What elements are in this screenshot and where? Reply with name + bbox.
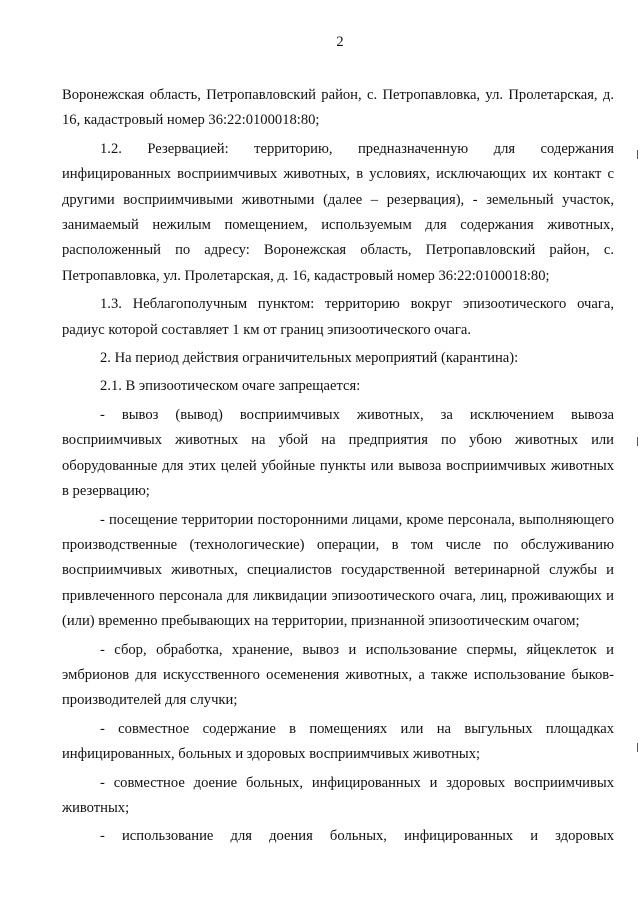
paragraph-2-1-prohibited: 2.1. В эпизоотическом очаге запрещается: [100, 378, 361, 395]
paragraph-2-quarantine-period: 2. На период действия ограничительных мероприятий (карантина): [100, 350, 519, 367]
margin-mark [637, 437, 638, 446]
paragraph-1-2-reservation: 1.2. Резервацией: территорию, предназначенную для содержания инфицированных восприимчивых животных, в условиях, исключающих их контакт с другими восприимчивыми животными (далее – резервация), - земельный участок, занимаемый нежилым помещением, используемым для содержания животных, расположенный по адресу: Воронежская область, Петропавловский район, с. Петропавловка, ул. Пролетарская, д. 16, кадастровый номер 36:22:0100018:80; [62, 140, 614, 284]
list-item-joint-keeping: - совместное содержание в помещениях или на выгульных площадках инфицированных, больных и здоровых восприимчивых животных; [62, 720, 614, 763]
list-item-sperm-collection: - сбор, обработка, хранение, вывоз и использование спермы, яйцеклеток и эмбрионов для искусственного осеменения животных, а также использование быков-производителей для случки; [62, 641, 614, 709]
margin-mark [637, 743, 638, 752]
page-number: 2 [336, 34, 344, 50]
margin-mark [637, 150, 638, 159]
list-item-joint-milking: - совместное доение больных, инфицированных и здоровых восприимчивых животных; [62, 774, 614, 816]
paragraph-1-3-unfavorable-point: 1.3. Неблагополучным пунктом: территорию вокруг эпизоотического очага, радиус которой составляет 1 км от границ эпизоотического очага. [62, 296, 614, 338]
list-item-visiting-territory: - посещение территории посторонними лицами, кроме персонала, выполняющего производственные (технологические) операции, в том числе по обслуживанию восприимчивых животных, специалистов государственной ветеринарной службы и привлеченного персонала для ликвидации эпизоотического очага, лиц, проживающих и (или) временно пребывающих на территории, признанной эпизоотическим очагом; [62, 511, 614, 630]
list-item-export-animals: - вывоз (вывод) восприимчивых животных, за исключением вывоза восприимчивых животных на убой на предприятия по убою животных или оборудованные для этих целей убойные пункты или вывоза восприимчивых животных в резервацию; [62, 406, 614, 500]
list-item-milking-equipment: - использование для доения больных, инфицированных и здоровых [100, 828, 614, 845]
document-body [62, 83, 614, 850]
paragraph-address-continuation: Воронежская область, Петропавловский район, с. Петропавловка, ул. Пролетарская, д. 16, кадастровый номер 36:22:0100018:80; [62, 87, 614, 129]
